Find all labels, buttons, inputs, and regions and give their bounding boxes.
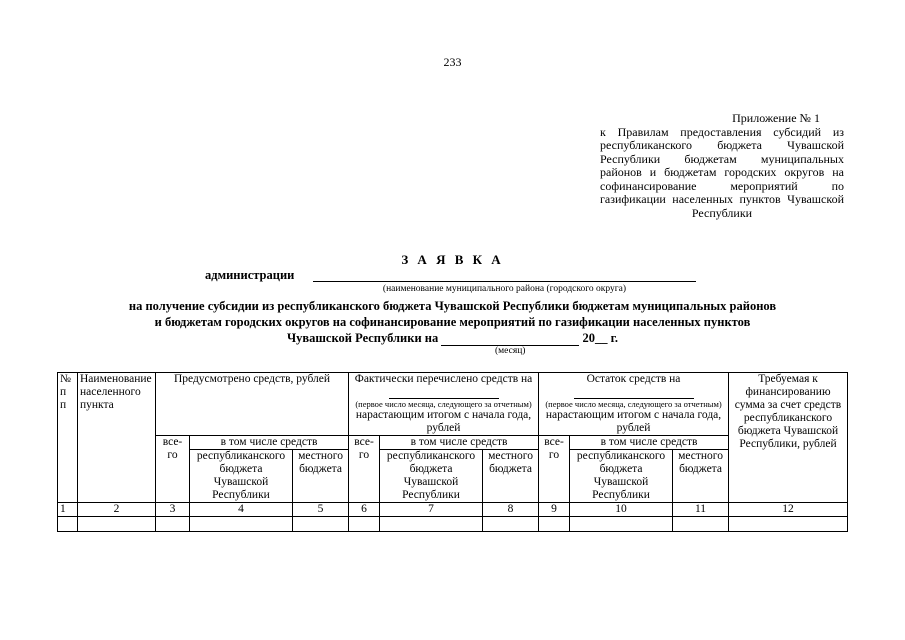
col-number-9: 9 <box>539 503 570 517</box>
empty-cell[interactable] <box>78 517 156 532</box>
page-number: 233 <box>443 55 462 69</box>
col-number-5: 5 <box>293 503 349 517</box>
col-number-10: 10 <box>570 503 673 517</box>
month-note: (месяц) <box>495 346 526 356</box>
description-line-3 <box>60 330 845 346</box>
header-settlement-name: Наименование населенного пункта <box>78 373 156 503</box>
table-empty-row <box>58 517 848 532</box>
empty-cell[interactable] <box>483 517 539 532</box>
header-planned: Предусмотрено средств, рублей <box>156 373 349 436</box>
header-balance <box>539 373 729 436</box>
month-fill-line <box>441 333 579 346</box>
header-actual-rep: республиканского бюджета Чувашской Республики <box>380 450 483 503</box>
empty-cell[interactable] <box>570 517 673 532</box>
col-number-8: 8 <box>483 503 539 517</box>
col-number-7: 7 <box>380 503 483 517</box>
appendix-block <box>600 112 844 220</box>
empty-cell[interactable] <box>190 517 293 532</box>
header-required: Требуемая к финансированию сумма за счет средств республиканского бюджета Чувашской Республики, рублей <box>729 373 848 503</box>
col-number-4: 4 <box>190 503 293 517</box>
empty-cell[interactable] <box>293 517 349 532</box>
header-actual-suffix: нарастающим итогом с начала года, рублей <box>355 409 532 434</box>
admin-label: администрации <box>205 268 295 282</box>
header-actual-note: (первое число месяца, следующего за отчетным) <box>355 399 532 409</box>
header-balance-incl: в том числе средств <box>570 436 729 450</box>
header-balance-total: все- го <box>539 436 570 503</box>
description-line-3-prefix: Чувашской Республики на <box>286 331 439 345</box>
header-balance-note: (первое число месяца, следующего за отчетным) <box>545 399 722 409</box>
description-year: 20__ г. <box>582 331 619 345</box>
empty-cell[interactable] <box>156 517 190 532</box>
header-actual-local: местного бюджета <box>483 450 539 503</box>
col-number-1: 1 <box>58 503 78 517</box>
header-actual-prefix: Фактически перечислено средств на <box>354 373 533 385</box>
empty-cell[interactable] <box>673 517 729 532</box>
empty-cell[interactable] <box>729 517 848 532</box>
description-line-1: на получение субсидии из республиканского бюджета Чувашской Республики бюджетам муниципальных районов <box>128 299 777 313</box>
header-planned-rep: республиканского бюджета Чувашской Республики <box>190 450 293 503</box>
appendix-text: к Правилам предоставления субсидий из республиканского бюджета Чувашской Республики бюджетам муниципальных районов и бюджетам городских округов на софинансирование мероприятий по газификации населенных пунктов Чувашской Республики <box>600 124 844 220</box>
empty-cell[interactable] <box>58 517 78 532</box>
request-description <box>60 298 845 346</box>
header-number: № п п <box>58 373 78 503</box>
header-planned-incl: в том числе средств <box>190 436 349 450</box>
appendix-heading: Приложение № 1 <box>732 111 820 125</box>
table-header-row-1 <box>58 373 848 436</box>
header-balance-prefix: Остаток средств на <box>586 373 681 385</box>
header-balance-local: местного бюджета <box>673 450 729 503</box>
document-title: З А Я В К А <box>401 252 504 267</box>
admin-note: (наименование муниципального района (городского округа) <box>382 284 627 294</box>
col-number-12: 12 <box>729 503 848 517</box>
col-number-6: 6 <box>349 503 380 517</box>
header-actual-incl: в том числе средств <box>380 436 539 450</box>
header-actual-total: все- го <box>349 436 380 503</box>
balance-date-line <box>574 386 694 399</box>
admin-fill-line <box>313 281 696 282</box>
col-number-2: 2 <box>78 503 156 517</box>
description-line-2: и бюджетам городских округов на софинансирование мероприятий по газификации населенных пунктов <box>154 315 751 329</box>
application-table <box>57 372 848 532</box>
header-planned-total: все- го <box>156 436 190 503</box>
empty-cell[interactable] <box>380 517 483 532</box>
empty-cell[interactable] <box>539 517 570 532</box>
col-number-11: 11 <box>673 503 729 517</box>
header-balance-rep: республиканского бюджета Чувашской Республики <box>570 450 673 503</box>
empty-cell[interactable] <box>349 517 380 532</box>
col-number-3: 3 <box>156 503 190 517</box>
header-actual <box>349 373 539 436</box>
header-planned-local: местного бюджета <box>293 450 349 503</box>
table-number-row <box>58 503 848 517</box>
header-balance-suffix: нарастающим итогом с начала года, рублей <box>545 409 722 434</box>
